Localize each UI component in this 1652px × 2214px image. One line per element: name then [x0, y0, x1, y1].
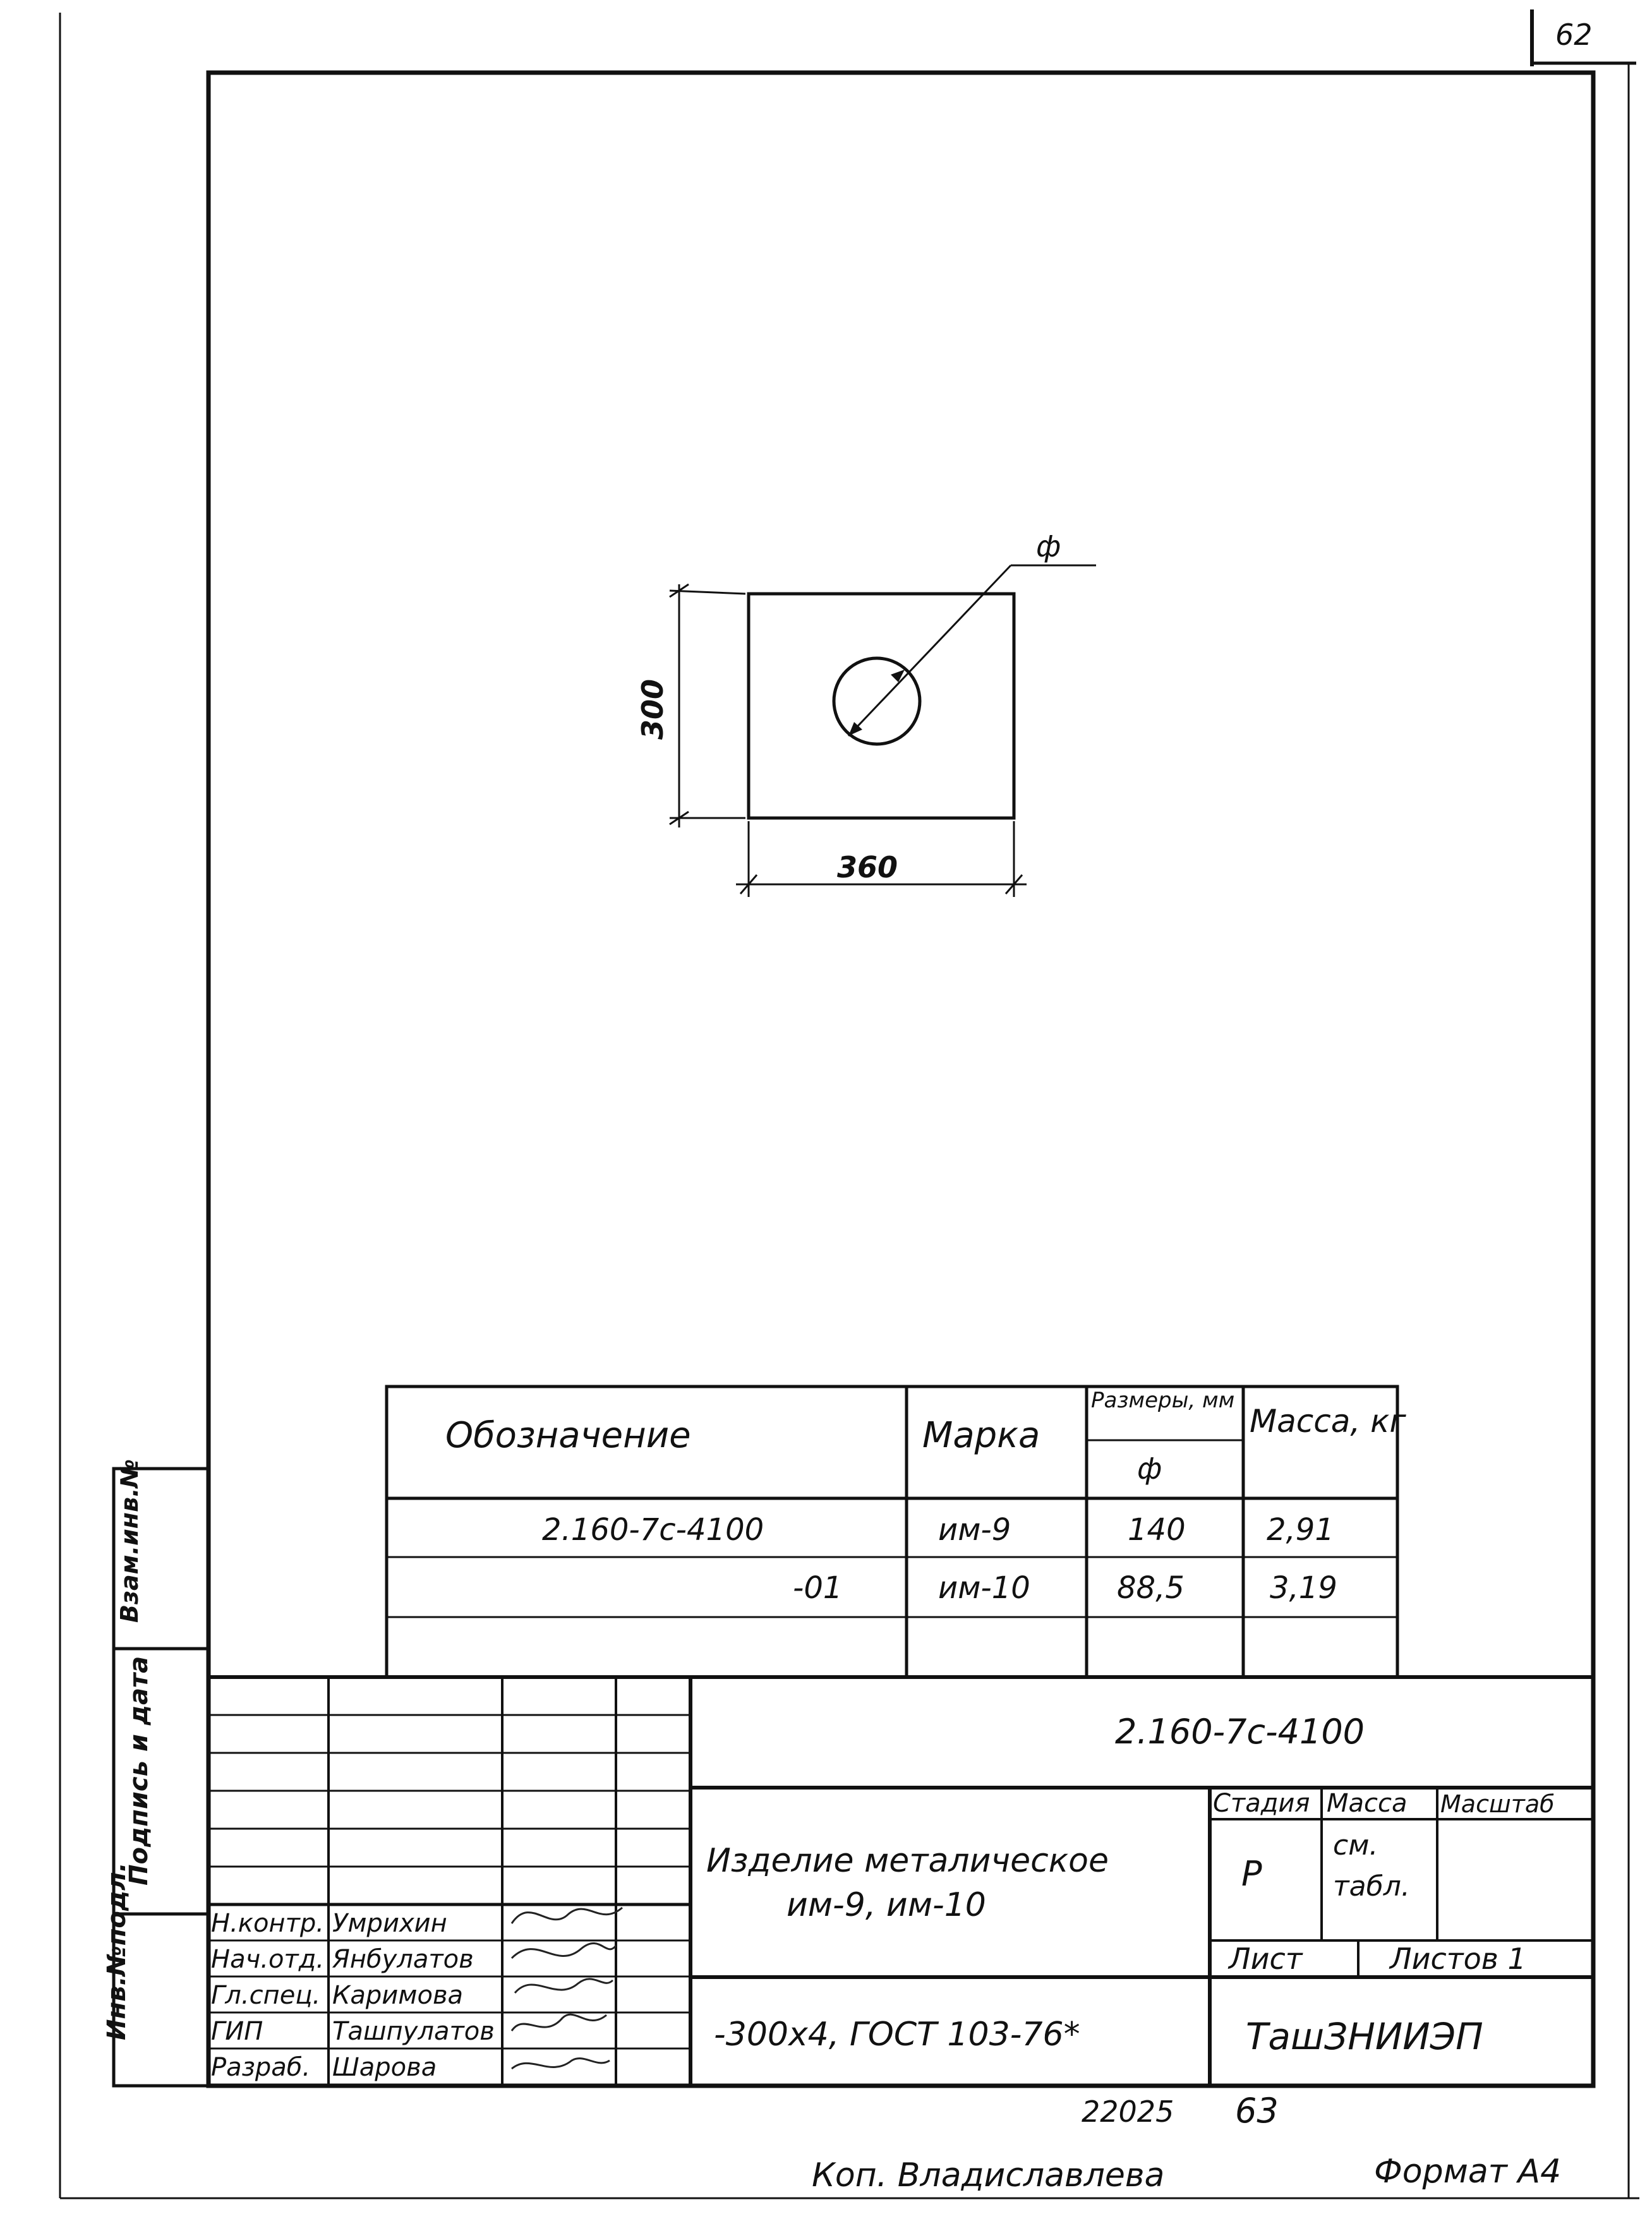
- sheet-label: Лист: [1229, 1942, 1303, 1976]
- item-name-line1: Изделие металическое: [706, 1842, 1109, 1880]
- organization: ТашЗНИИЭП: [1246, 2015, 1483, 2058]
- side-stamp-vzam-inv: Взам.инв.№: [116, 1459, 143, 1623]
- order-number: 22025: [1082, 2095, 1174, 2129]
- plate-outline: [749, 594, 1014, 818]
- person-name: Ташпулатов: [332, 2017, 495, 2046]
- person-name: Шарова: [332, 2053, 437, 2082]
- copied-by: Коп. Владиславлева: [812, 2157, 1165, 2194]
- dim-height: 300: [636, 678, 670, 740]
- row-mark: им-9: [938, 1512, 1011, 1548]
- side-stamp-inv-sub: Инв.№подл.: [102, 1862, 131, 2040]
- dim-hole-diameter: ф: [1036, 529, 1061, 563]
- person-role: Разраб.: [211, 2053, 311, 2082]
- format-label: Формат А4: [1374, 2153, 1562, 2191]
- mass-value-2: табл.: [1333, 1870, 1410, 1903]
- person-name: Каримова: [332, 1981, 464, 2010]
- person-role: Нач.отд.: [211, 1945, 325, 1974]
- row-dim: 140: [1128, 1512, 1186, 1548]
- row-mark: им-10: [938, 1570, 1030, 1606]
- row-mass: 2,91: [1267, 1512, 1334, 1548]
- header-designation: Обозначение: [445, 1415, 691, 1456]
- mass-label: Масса: [1327, 1789, 1408, 1818]
- scale-label: Масштаб: [1440, 1790, 1555, 1818]
- material: -300х4, ГОСТ 103-76*: [714, 2016, 1080, 2054]
- mass-value-1: см.: [1333, 1829, 1378, 1862]
- row-designation: 2.160-7с-4100: [542, 1512, 764, 1548]
- header-dimension-sub: ф: [1137, 1452, 1162, 1486]
- side-stamp-sign-date: Подпись и дата: [124, 1656, 154, 1886]
- row-designation: -01: [793, 1570, 843, 1606]
- signature-scribbles: [512, 1908, 622, 2069]
- sheets-label: Листов 1: [1390, 1942, 1526, 1976]
- page-number: 63: [1235, 2091, 1279, 2131]
- sheet-number: 62: [1555, 18, 1593, 52]
- stage-label: Стадия: [1213, 1789, 1310, 1818]
- item-name-line2: им-9, им-10: [787, 1886, 986, 1924]
- person-name: Янбулатов: [332, 1945, 474, 1974]
- person-role: Гл.спец.: [211, 1981, 321, 2010]
- dim-width: 360: [837, 850, 898, 884]
- person-role: Н.контр.: [211, 1909, 324, 1938]
- header-mass: Масса, кг: [1250, 1403, 1406, 1440]
- header-dimensions: Размеры, мм: [1091, 1388, 1235, 1413]
- person-name: Умрихин: [332, 1909, 447, 1938]
- header-mark: Марка: [922, 1415, 1040, 1456]
- row-mass: 3,19: [1270, 1570, 1337, 1606]
- person-role: ГИП: [211, 2017, 263, 2046]
- row-dim: 88,5: [1117, 1570, 1185, 1606]
- hole-circle: [834, 658, 920, 744]
- stage-value: Р: [1241, 1854, 1262, 1894]
- doc-code: 2.160-7с-4100: [1115, 1712, 1365, 1752]
